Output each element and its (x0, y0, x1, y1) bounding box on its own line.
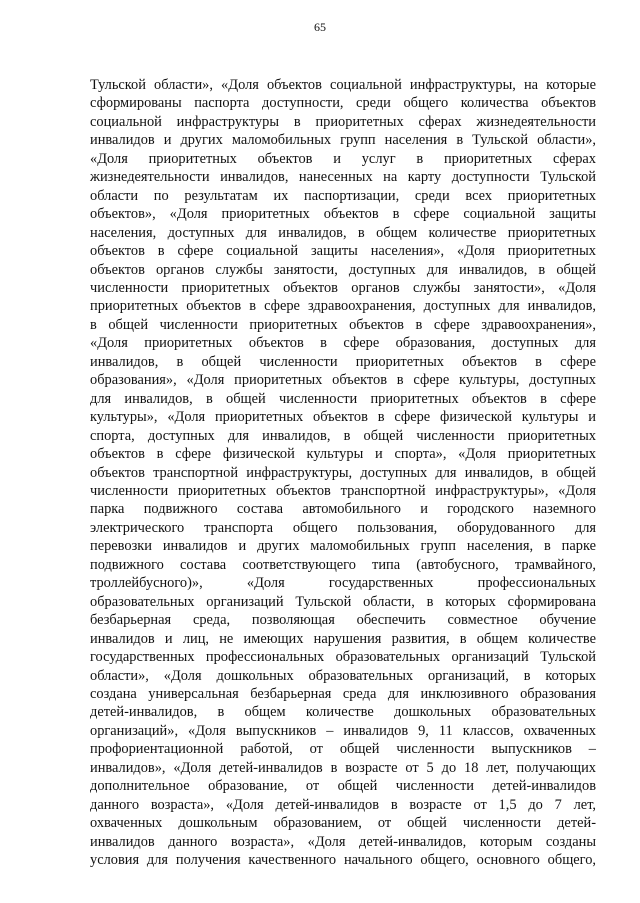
text-line: троллейбусного)», «Доля государственных профессиональных (90, 575, 596, 592)
text-line: населения, доступных для инвалидов, в общем количестве приоритетных (90, 224, 596, 241)
text-line: объектов в сфере социальной защиты населения», «Доля приоритетных (90, 243, 596, 260)
text-line: организаций», «Доля выпускников – инвалидов 9, 11 классов, охваченных (90, 722, 596, 739)
page-number: 65 (314, 20, 326, 34)
text-line: объектов в сфере физической культуры и спорта», «Доля приоритетных (90, 446, 596, 463)
text-line: объектов транспортной инфраструктуры, доступных для инвалидов, в общей (90, 464, 596, 481)
text-line: электрического транспорта общего пользования, оборудованного для (90, 519, 596, 536)
text-line: создана универсальная безбарьерная среда для инклюзивного образования (90, 685, 596, 702)
text-line: инвалидов и лиц, не имеющих нарушения развития, в общем количестве (90, 630, 596, 647)
text-line: «Доля приоритетных объектов и услуг в приоритетных сферах (90, 150, 596, 167)
body-text (90, 76, 596, 869)
text-line: профориентационной работой, от общей численности выпускников – (90, 741, 596, 758)
text-line: объектов органов службы занятости, доступных для инвалидов, в общей (90, 261, 596, 278)
text-line: инвалидов и других маломобильных групп населения в Тульской области», (90, 132, 596, 149)
text-line: Тульской области», «Доля объектов социальной инфраструктуры, на которые (90, 77, 596, 93)
text-line: социальной инфраструктуры в приоритетных сферах жизнедеятельности (90, 113, 596, 130)
text-line: инвалидов данного возраста», «Доля детей-инвалидов, которым созданы (90, 833, 596, 850)
text-line: сформированы паспорта доступности, среди общего количества объектов (90, 95, 596, 112)
text-line: «Доля приоритетных объектов в сфере образования, доступных для (90, 335, 596, 352)
text-line: парка подвижного состава автомобильного и городского наземного (90, 501, 596, 518)
text-line: культуры», «Доля приоритетных объектов в сфере физической культуры и (90, 409, 596, 426)
text-line: дополнительное образование, от общей численности детей-инвалидов (90, 778, 596, 795)
text-line: жизнедеятельности инвалидов, нанесенных на карту доступности Тульской (90, 169, 596, 186)
text-line: численности приоритетных объектов органов службы занятости», «Доля (90, 279, 596, 296)
text-line: области», «Доля дошкольных образовательных организаций, в которых (90, 667, 596, 684)
text-line: детей-инвалидов, в общем количестве дошкольных образовательных (90, 704, 596, 721)
text-line: в общей численности приоритетных объектов в сфере здравоохранения», (90, 316, 596, 333)
text-line: инвалидов», «Доля детей-инвалидов в возрасте от 5 до 18 лет, получающих (90, 759, 596, 776)
text-line: численности приоритетных объектов транспортной инфраструктуры», «Доля (90, 482, 596, 499)
text-line: приоритетных объектов в сфере здравоохранения, доступных для инвалидов, (90, 298, 596, 315)
text-line: безбарьерная среда, позволяющая обеспечить совместное обучение (90, 612, 596, 629)
text-line: образовательных организаций Тульской области, в которых сформирована (90, 593, 596, 610)
text-line: условия для получения качественного начального общего, основного общего, (90, 852, 596, 869)
text-line: государственных профессиональных образовательных организаций Тульской (90, 649, 596, 666)
text-line: подвижного состава соответствующего типа (автобусного, трамвайного, (90, 556, 596, 573)
text-line: охваченных дошкольным образованием, от общей численности детей- (90, 815, 596, 832)
text-line: перевозки инвалидов и других маломобильных групп населения, в парке (90, 538, 596, 555)
text-line: для инвалидов, в общей численности приоритетных объектов в сфере (90, 390, 596, 407)
text-line: инвалидов, в общей численности приоритетных объектов в сфере (90, 353, 596, 370)
text-line: объектов», «Доля приоритетных объектов в сфере социальной защиты (90, 206, 596, 223)
text-line: образования», «Доля приоритетных объектов в сфере культуры, доступных (90, 372, 596, 389)
text-line: спорта, доступных для инвалидов, в общей численности приоритетных (90, 427, 596, 444)
text-line: данного возраста», «Доля детей-инвалидов в возрасте от 1,5 до 7 лет, (90, 796, 596, 813)
text-line: области по результатам их паспортизации, среди всех приоритетных (90, 187, 596, 204)
